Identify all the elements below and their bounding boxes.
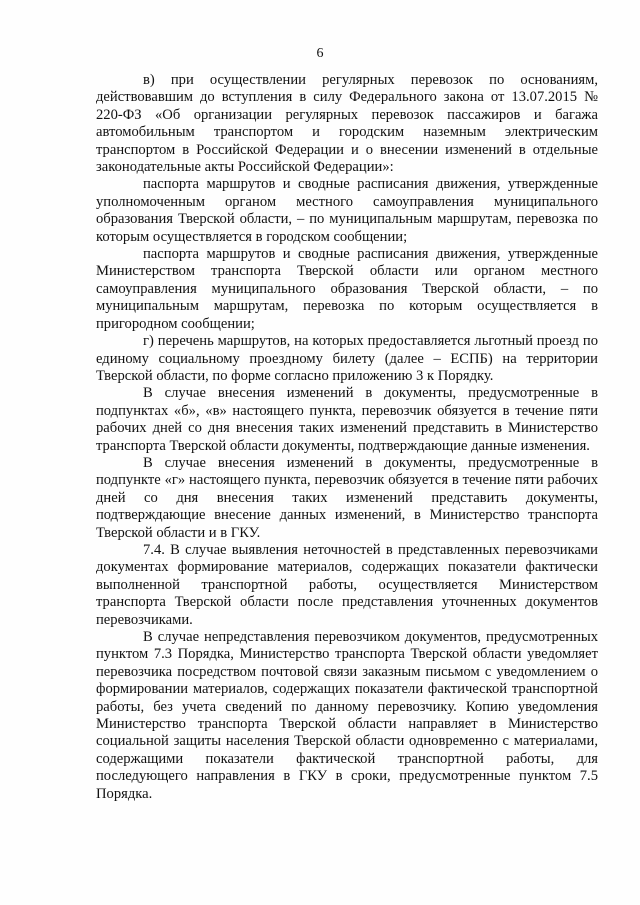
paragraph-7-4: 7.4. В случае выявления неточностей в представленных перевозчиками документах формирование материалов, содержащих показатели фактически выполненной транспортной работы, осуществляется Министерством транспорта Тверской области после представления уточненных документов перевозчиками. <box>96 541 598 628</box>
paragraph-changes-g: В случае внесения изменений в документы, предусмотренные в подпункте «г» настоящего пункта, перевозчик обязуется в течение пяти рабочих дней со дня внесения таких изменений представить документы, подтверждающие внесение данных изменений, в Министерство транспорта Тверской области и в ГКУ. <box>96 454 598 541</box>
paragraph-suburban-passports: паспорта маршрутов и сводные расписания движения, утвержденные Министерством транспорта Тверской области или органом местного самоуправления муниципального образования Тверской области, – по муниципальным маршрутам, перевозка по которым осуществляется в пригородном сообщении; <box>96 246 598 332</box>
document-body <box>96 72 598 803</box>
paragraph-v-subitem: в) при осуществлении регулярных перевозок по основаниям, действовавшим до вступления в силу Федерального закона от 13.07.2015 № 220-ФЗ «Об организации регулярных перевозок пассажиров и багажа автомобильным транспортом и городским наземным электрическим транспортом в Российской Федерации и о внесении изменений в отдельные законодательные акты Российской Федерации»: <box>96 72 598 176</box>
paragraph-changes-b-v: В случае внесения изменений в документы, предусмотренные в подпунктах «б», «в» настоящего пункта, перевозчик обязуется в течение пяти рабочих дней со дня внесения таких изменений представить в Министерство транспорта Тверской области документы, подтверждающие данные изменения. <box>96 385 598 454</box>
paragraph-urban-passports: паспорта маршрутов и сводные расписания движения, утвержденные уполномоченным органом местного самоуправления муниципального образования Тверской области, – по муниципальным маршрутам, перевозка по которым осуществляется в городском сообщении; <box>96 176 598 245</box>
page-number: 6 <box>316 46 324 61</box>
paragraph-non-submission: В случае непредставления перевозчиком документов, предусмотренных пунктом 7.3 Порядка, Министерство транспорта Тверской области уведомляет перевозчика посредством почтовой связи заказным письмом с уведомлением о формировании материалов, содержащих показатели фактической транспортной работы, без учета сведений по данному перевозчику. Копию уведомления Министерство транспорта Тверской области направляет в Министерство социальной защиты населения Тверской области одновременно с материалами, содержащими показатели фактической транспортной работы, для последующего направления в ГКУ в сроки, предусмотренные пунктом 7.5 Порядка. <box>96 629 598 802</box>
paragraph-g-subitem: г) перечень маршрутов, на которых предоставляется льготный проезд по единому социальному проездному билету (далее – ЕСПБ) на территории Тверской области, по форме согласно приложению 3 к Порядку. <box>96 333 598 384</box>
